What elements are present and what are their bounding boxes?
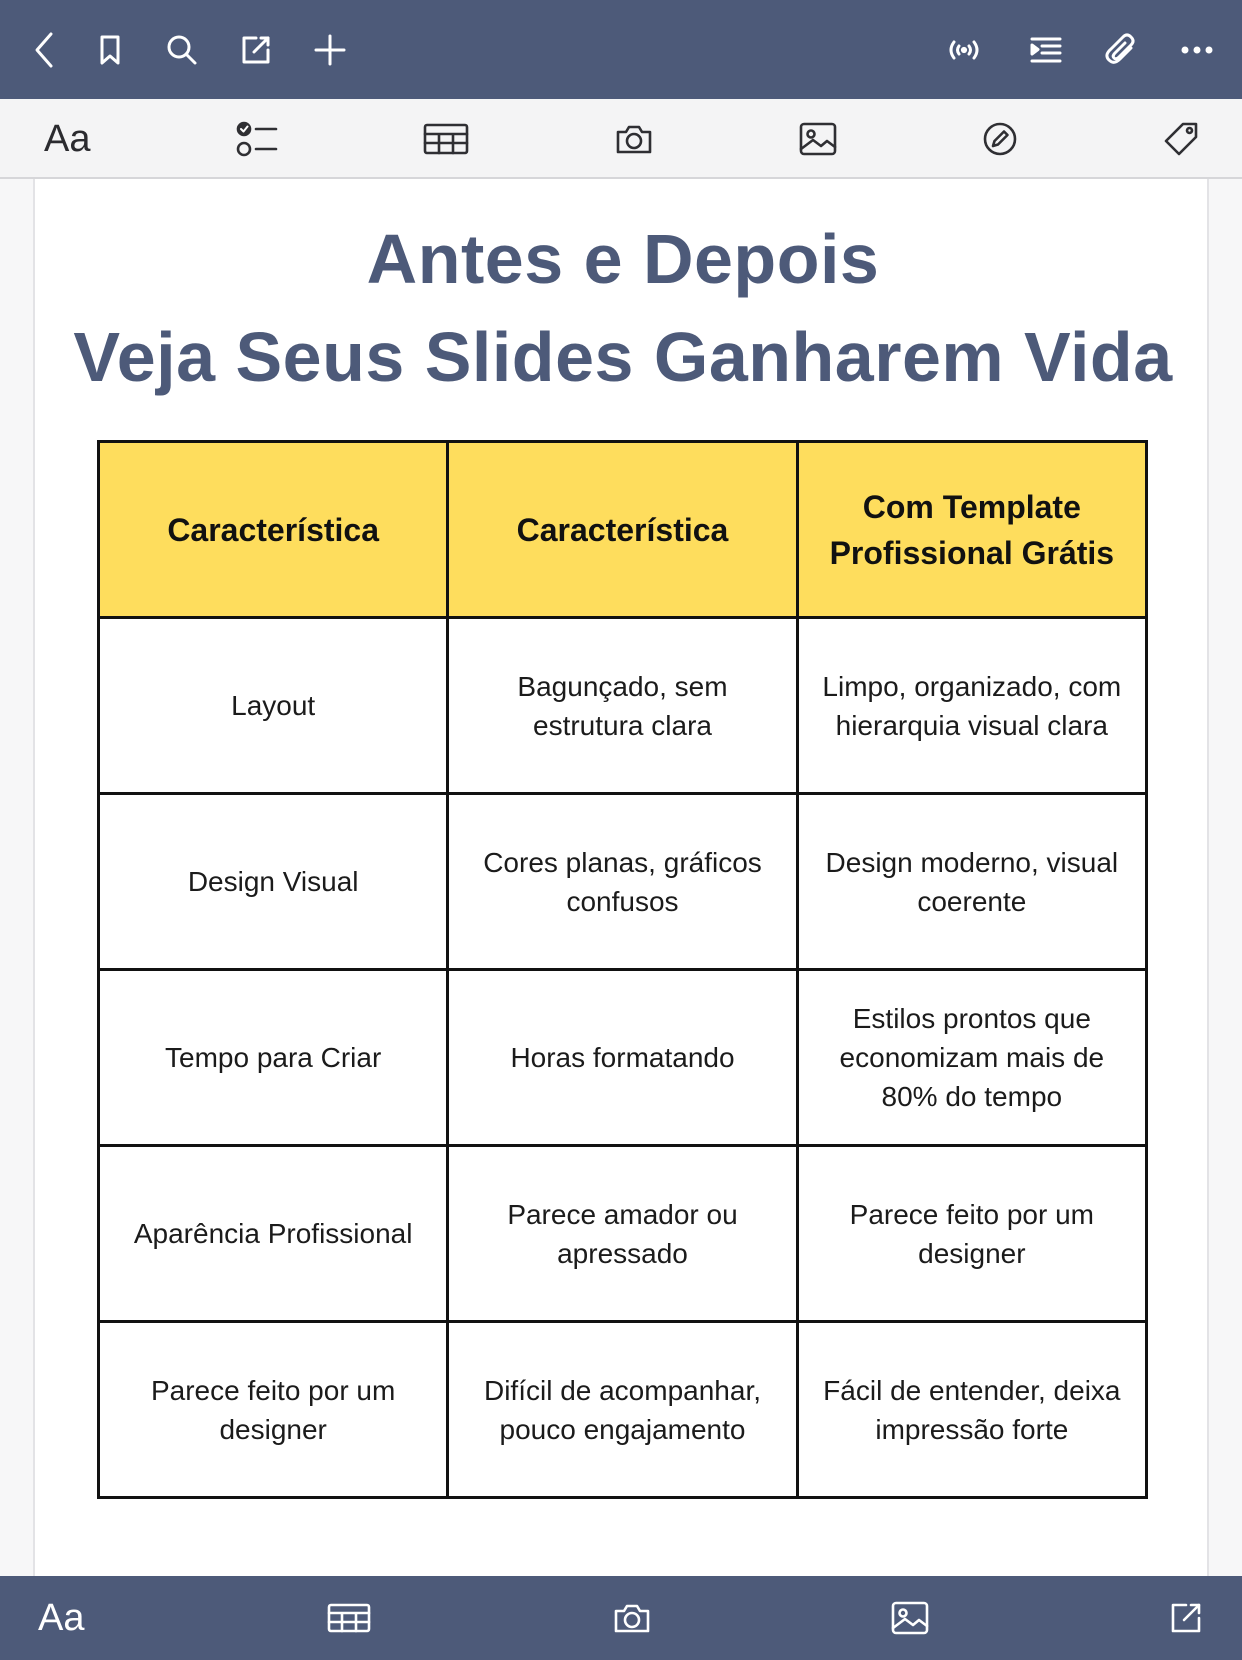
top-toolbar bbox=[0, 0, 1242, 99]
table-cell: Cores planas, gráficos confusos bbox=[448, 794, 797, 970]
broadcast-icon[interactable] bbox=[940, 26, 988, 74]
tag-icon[interactable] bbox=[1162, 115, 1200, 163]
camera-icon[interactable] bbox=[612, 1594, 652, 1642]
compose-icon[interactable] bbox=[232, 26, 280, 74]
table-cell: Limpo, organizado, com hierarquia visual clara bbox=[797, 618, 1146, 794]
comparison-table bbox=[97, 440, 1148, 1499]
note-page bbox=[33, 179, 1209, 1576]
bottom-toolbar bbox=[0, 1576, 1242, 1660]
table-cell: Tempo para Criar bbox=[99, 970, 448, 1146]
attachment-icon[interactable] bbox=[1098, 26, 1146, 74]
back-icon[interactable] bbox=[20, 26, 68, 74]
table-icon[interactable] bbox=[326, 1594, 372, 1642]
table-header-cell: Característica bbox=[448, 442, 797, 618]
table-row bbox=[99, 618, 1147, 794]
markup-icon[interactable] bbox=[982, 115, 1018, 163]
more-icon[interactable] bbox=[1173, 26, 1221, 74]
table-header-cell: Com Template Profissional Grátis bbox=[797, 442, 1146, 618]
table-icon[interactable] bbox=[422, 115, 470, 163]
camera-icon[interactable] bbox=[614, 115, 654, 163]
plus-icon[interactable] bbox=[306, 26, 354, 74]
bookmark-icon[interactable] bbox=[86, 26, 134, 74]
table-cell: Horas formatando bbox=[448, 970, 797, 1146]
table-cell: Design Visual bbox=[99, 794, 448, 970]
table-row bbox=[99, 970, 1147, 1146]
text-format-button[interactable]: Aa bbox=[44, 117, 91, 160]
format-toolbar bbox=[0, 99, 1242, 179]
table-cell: Parece amador ou apressado bbox=[448, 1146, 797, 1322]
table-row bbox=[99, 1146, 1147, 1322]
table-cell: Fácil de entender, deixa impressão forte bbox=[797, 1322, 1146, 1498]
compose-icon[interactable] bbox=[1168, 1594, 1204, 1642]
table-header-row bbox=[99, 442, 1147, 618]
search-icon[interactable] bbox=[158, 26, 206, 74]
table-row bbox=[99, 794, 1147, 970]
table-cell: Estilos prontos que economizam mais de 80% do tempo bbox=[797, 970, 1146, 1146]
outline-icon[interactable] bbox=[1022, 26, 1070, 74]
table-row bbox=[99, 1322, 1147, 1498]
table-cell: Parece feito por um designer bbox=[99, 1322, 448, 1498]
page-title: Antes e Depois bbox=[366, 220, 880, 298]
table-cell: Difícil de acompanhar, pouco engajamento bbox=[448, 1322, 797, 1498]
table-header-cell: Característica bbox=[99, 442, 448, 618]
text-format-button[interactable]: Aa bbox=[38, 1596, 85, 1639]
table-cell: Design moderno, visual coerente bbox=[797, 794, 1146, 970]
table-cell: Parece feito por um designer bbox=[797, 1146, 1146, 1322]
checklist-icon[interactable] bbox=[236, 115, 280, 163]
table-cell: Aparência Profissional bbox=[99, 1146, 448, 1322]
page-subtitle: Veja Seus Slides Ganharem Vida bbox=[73, 318, 1173, 396]
table-cell: Layout bbox=[99, 618, 448, 794]
table-cell: Bagunçado, sem estrutura clara bbox=[448, 618, 797, 794]
image-icon[interactable] bbox=[890, 1594, 930, 1642]
image-icon[interactable] bbox=[798, 115, 838, 163]
